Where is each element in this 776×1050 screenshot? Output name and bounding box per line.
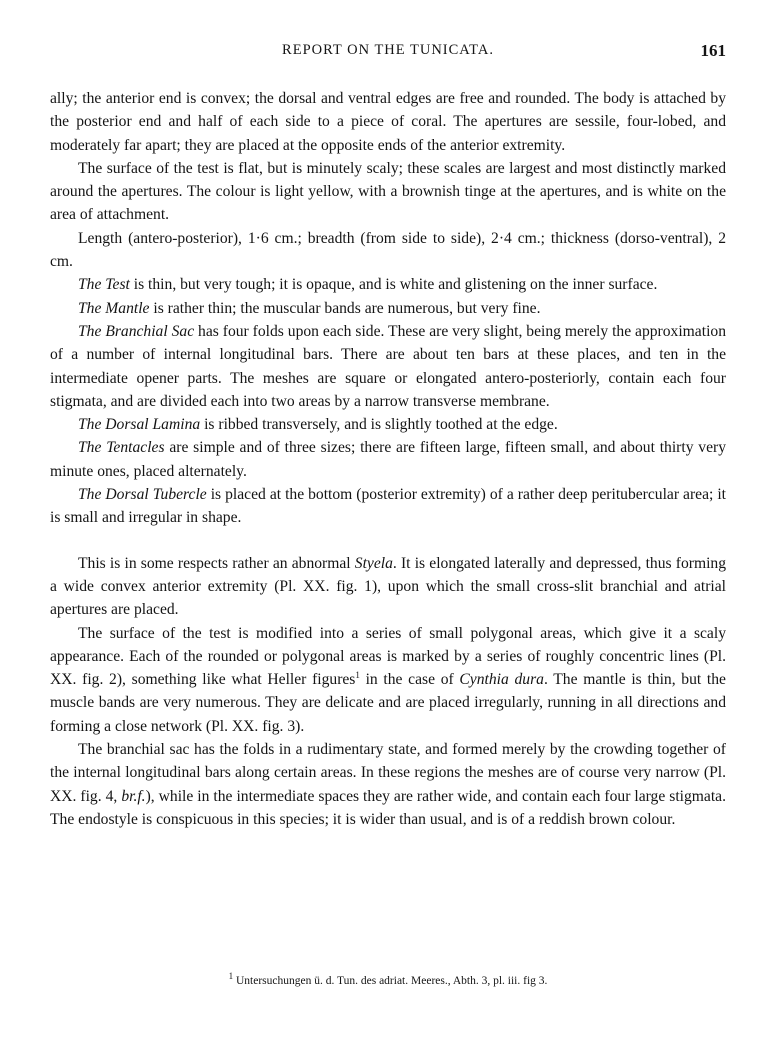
paragraph-1: ally; the anterior end is convex; the dorsal and ventral edges are free and rounded. The body is attached by the posterior end and half of each side to a piece of coral. The apertures are sessile, four-lobed, and moderately far apart; they are placed at the opposite ends of the anterior extremity. <box>50 90 726 154</box>
footnote-marker: 1 <box>228 971 234 982</box>
paragraph-tentacles: The Tentacles are simple and of three sizes; there are fifteen large, fifteen small, and about thirty very minute ones, placed alternately. <box>50 439 727 480</box>
paragraph-styela-remarks: This is in some respects rather an abnormal Styela. It is elongated laterally and depressed, thus forming a wide convex anterior extremity (Pl. XX. fig. 1), upon which the small cross-slit branchial and atrial apertures are placed. <box>50 554 726 619</box>
paragraph-branchial-folds: The branchial sac has the folds in a rudimentary state, and formed merely by the crowding together of the internal longitudinal bars along certain areas. In these regions the meshes are of course very narrow (Pl. XX. fig. 4, br.f.), while in the intermediate spaces they are rather wide, and contain each four large stigmata. The endostyle is conspicuous in this species; it is wider than usual, and is of a reddish brown colour. <box>50 741 726 828</box>
page-number: 161 <box>700 41 726 60</box>
heading-tentacles: The Tentacles <box>78 439 165 457</box>
heading-dorsal-lamina: The Dorsal Lamina <box>78 416 201 434</box>
figure-label: br.f. <box>121 787 146 805</box>
footnote <box>50 971 726 987</box>
heading-mantle: The Mantle <box>78 299 150 317</box>
heading-dorsal-tubercle: The Dorsal Tubercle <box>78 486 207 504</box>
paragraph-branchial-sac: The Branchial Sac has four folds upon each side. These are very slight, being merely the approximation of a number of internal longitudinal bars. There are about ten bars at these places, and ten in the intermediate opener parts. The meshes are square or elongated antero-posteriorly, contain each four stigmata, and are divided each into two areas by a narrow transverse membrane. <box>50 322 726 410</box>
footnote-text: Untersuchungen ü. d. Tun. des adriat. Meeres., Abth. 3, pl. iii. fig 3. <box>233 975 548 987</box>
paragraph-3: Length (antero-posterior), 1·6 cm.; breadth (from side to side), 2·4 cm.; thickness (dorso-ventral), 2 cm. <box>50 229 726 271</box>
footnote-ref: 1 <box>355 669 360 680</box>
running-head: REPORT ON THE TUNICATA. <box>282 42 494 58</box>
genus-name: Styela <box>354 554 393 572</box>
paragraph-dorsal-lamina: The Dorsal Lamina is ribbed transversely, and is slightly toothed at the edge. <box>78 416 558 434</box>
species-name: Cynthia dura <box>459 671 544 689</box>
heading-branchial-sac: The Branchial Sac <box>78 322 195 340</box>
body-text <box>50 87 726 831</box>
heading-test: The Test <box>78 276 130 294</box>
paragraph-2: The surface of the test is flat, but is minutely scaly; these scales are largest and most distinctly marked around the apertures. The colour is light yellow, with a brownish tinge at the apertures, and is white on the area of attachment. <box>50 159 726 224</box>
paragraph-dorsal-tubercle: The Dorsal Tubercle is placed at the bottom (posterior extremity) of a rather deep peritubercular area; it is small and irregular in shape. <box>50 486 726 527</box>
paragraph-mantle: The Mantle is rather thin; the muscular bands are numerous, but very fine. <box>78 299 541 317</box>
page-header <box>50 42 726 64</box>
paragraph-test: The Test is thin, but very tough; it is opaque, and is white and glistening on the inner surface. <box>78 276 658 294</box>
paragraph-test-surface: The surface of the test is modified into a series of small polygonal areas, which give it a scaly appearance. Each of the rounded or polygonal areas is marked by a series of roughly concentric lines (Pl. XX. fig. 2), something like what Heller figures$^1$ in the case of Cynthia dura. The mantle is thin, but the muscle bands are very numerous. They are delicate and are placed irregularly, running in all directions and forming a close network (Pl. XX. fig. 3). <box>50 624 726 735</box>
